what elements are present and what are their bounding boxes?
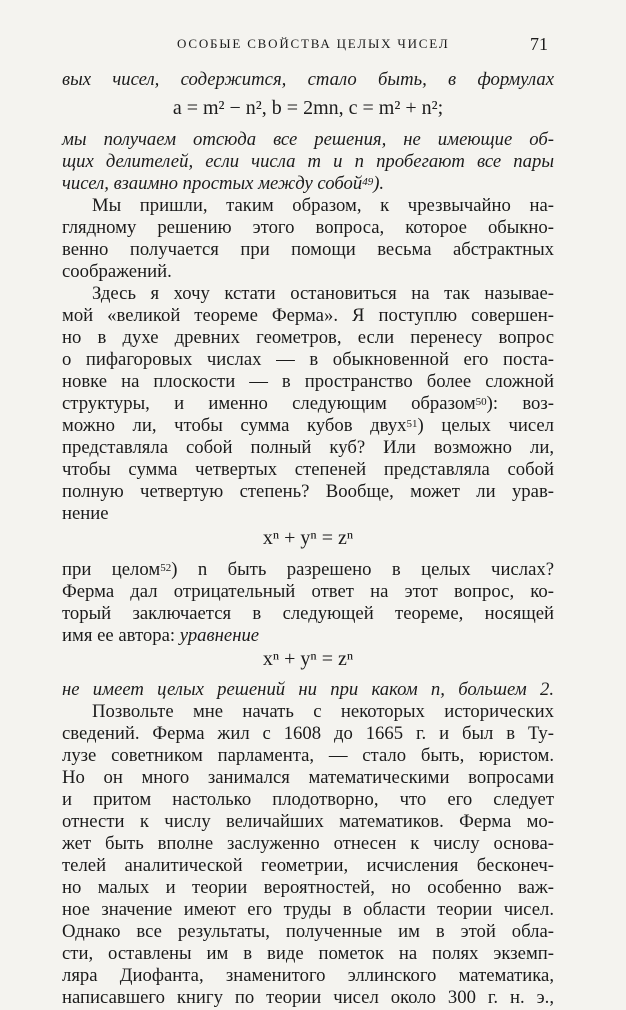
text-line: мой «великой теореме Ферма». Я поступлю совершен- [62,305,554,326]
text-line: щих делителей, если числа m и n пробегают все пары [62,151,554,172]
text-line: Однако все результаты, полученные им в этой обла- [62,921,554,942]
text-fragment: можно ли, чтобы сумма кубов двух [62,415,407,436]
text-line: венно получается при помощи весьма абстрактных [62,239,554,260]
text-line [62,172,554,196]
text-line: Ферма дал отрицательный ответ на этот вопрос, ко- [62,581,554,602]
text-fragment: ) n быть разрешено в целых числах? [171,559,554,580]
formula-fermat-equation: xⁿ + yⁿ = zⁿ [262,527,354,549]
text-line: не имеет целых решений ни при каком n, большем 2. [62,679,554,700]
text-line: ляра Диофанта, знаменитого эллинского математика, [62,965,554,986]
page-number: 71 [530,34,548,54]
text-line: нение [62,503,109,524]
text-line [62,558,554,582]
text-line: ное значение имеют его труды в области теории чисел. [62,899,554,920]
text-fragment: чисел, взаимно простых между собой [62,173,363,194]
text-line: мы получаем отсюда все решения, не имеющие об- [62,129,554,150]
running-head: ОСОБЫЕ СВОЙСТВА ЦЕЛЫХ ЧИСЕЛ [177,36,450,51]
text-line [62,414,554,438]
text-fragment-italic: уравнение [179,625,260,646]
text-line: сти, оставлены им в виде пометок на полях экземп- [62,943,554,964]
text-line: написавшего книгу по теории чисел около 300 г. н. э., [62,987,554,1008]
text-line: вых чисел, содержится, стало быть, в формулах [62,69,554,90]
footnote-ref: 52 [160,562,172,574]
footnote-ref: 51 [406,418,418,430]
text-line: и притом настолько плодотворно, что его следует [62,789,554,810]
formula-fermat-equation-repeat: xⁿ + yⁿ = zⁿ [262,648,354,670]
text-line: Позвольте мне начать с некоторых исторических [92,701,554,722]
text-line: о пифагоровых числах — в обыкновенной его поста- [62,349,554,370]
text-line: торый заключается в следующей теореме, носящей [62,603,554,624]
text-line: представляла собой полный куб? Или возможно ли, [62,437,554,458]
text-fragment: ). [373,173,385,194]
text-fragment: ): воз- [486,393,554,414]
text-line: но малых и теории вероятностей, но особенно важ- [62,877,554,898]
page-header [62,36,552,58]
text-line: Мы пришли, таким образом, к чрезвычайно на- [92,195,554,216]
text-line: соображений. [62,261,172,282]
text-line [62,624,554,648]
text-line [62,392,554,416]
text-fragment: структуры, и именно следующим образом [62,393,476,414]
text-fragment: ) целых чисел [417,415,554,436]
text-line: сведений. Ферма жил с 1608 до 1665 г. и был в Ту- [62,723,554,744]
text-line: отнести к числу величайших математиков. Ферма мо- [62,811,554,832]
footnote-ref: 49 [362,176,374,188]
text-fragment: имя ее автора: [62,625,180,646]
text-line: лузе советником парламента, — стало быть, юристом. [62,745,554,766]
text-line: жет быть вполне заслуженно отнесен к числу основа- [62,833,554,854]
text-line: телей аналитической геометрии, исчисления бесконеч- [62,855,554,876]
text-line: Но он много занимался математическими вопросами [62,767,554,788]
text-fragment: при целом [62,559,161,580]
formula-pythagorean-triples: a = m² − n², b = 2mn, c = m² + n²; [172,97,444,119]
text-line: Здесь я хочу кстати остановиться на так называе- [92,283,554,304]
text-line: но в духе древних геометров, если перенесу вопрос [62,327,554,348]
footnote-ref: 50 [475,396,487,408]
text-line: глядному решению этого вопроса, которое обыкно- [62,217,554,238]
text-line: новке на плоскости — в пространство более сложной [62,371,554,392]
text-line: чтобы сумма четвертых степеней представляла собой [62,459,554,480]
text-line: полную четвертую степень? Вообще, может ли урав- [62,481,554,502]
